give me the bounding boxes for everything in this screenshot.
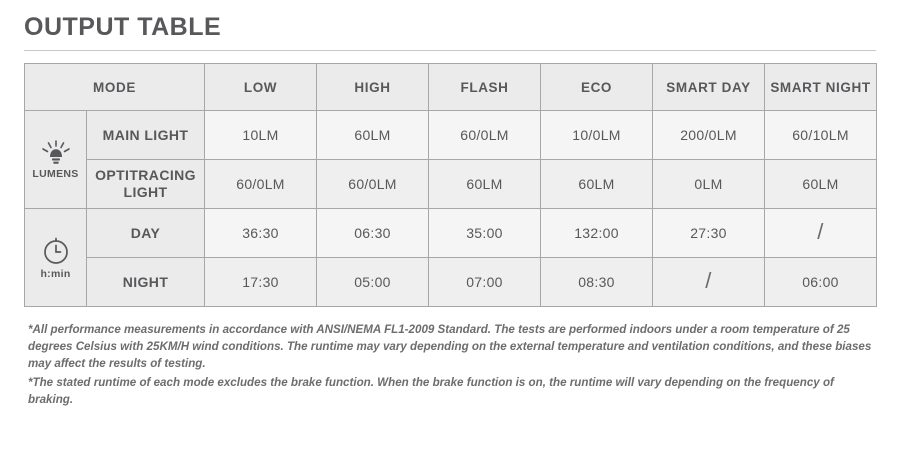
title-section xyxy=(0,0,900,42)
page-title: OUTPUT TABLE xyxy=(24,13,222,41)
row-label-day: DAY xyxy=(87,209,205,258)
cell-optitracing-flash: 60LM xyxy=(429,160,541,209)
column-header-eco: ECO xyxy=(541,64,653,111)
cell-day-smart-day: 27:30 xyxy=(653,209,765,258)
cell-optitracing-eco: 60LM xyxy=(541,160,653,209)
footnote-1: *All performance measurements in accordance with ANSI/NEMA FL1-2009 Standard. The tests are performed indoors under a room temperature of 25 degrees Celsius with 25KM/H wind conditions. The runtime may vary depending on the external temperature and ventilation conditions, and these biases may affect the results of testing. xyxy=(28,323,872,370)
table-container xyxy=(24,63,876,307)
clock-icon xyxy=(41,236,71,266)
cell-optitracing-smart-night: 60LM xyxy=(765,160,877,209)
footnotes xyxy=(28,321,876,408)
cell-main-light-smart-day: 200/0LM xyxy=(653,111,765,160)
table-body xyxy=(25,111,877,307)
cell-day-eco: 132:00 xyxy=(541,209,653,258)
lumens-group-cell xyxy=(25,111,87,209)
cell-main-light-smart-night: 60/10LM xyxy=(765,111,877,160)
clock-icon-caption: h:min xyxy=(40,267,71,280)
table-head xyxy=(25,64,877,111)
column-header-flash: FLASH xyxy=(429,64,541,111)
cell-day-smart-night xyxy=(765,209,877,258)
table-row xyxy=(25,209,877,258)
cell-night-smart-day xyxy=(653,258,765,307)
cell-main-light-low: 10LM xyxy=(205,111,317,160)
column-header-high: HIGH xyxy=(317,64,429,111)
lumens-icon xyxy=(39,140,73,166)
cell-optitracing-low: 60/0LM xyxy=(205,160,317,209)
cell-main-light-eco: 10/0LM xyxy=(541,111,653,160)
title-divider xyxy=(24,50,876,51)
clock-icon-box xyxy=(25,236,86,280)
cell-day-low: 36:30 xyxy=(205,209,317,258)
not-applicable-slash: / xyxy=(705,268,712,293)
cell-main-light-flash: 60/0LM xyxy=(429,111,541,160)
row-label-main-light: MAIN LIGHT xyxy=(87,111,205,160)
runtime-group-cell xyxy=(25,209,87,307)
table-row xyxy=(25,160,877,209)
lumens-icon-box xyxy=(25,140,86,180)
table-row xyxy=(25,111,877,160)
cell-day-flash: 35:00 xyxy=(429,209,541,258)
footnote-2: *The stated runtime of each mode excludes the brake function. When the brake function is on, the runtime will vary depending on the frequency of braking. xyxy=(28,376,834,406)
cell-night-low: 17:30 xyxy=(205,258,317,307)
cell-night-high: 05:00 xyxy=(317,258,429,307)
output-table xyxy=(24,63,877,307)
table-header-row xyxy=(25,64,877,111)
cell-optitracing-high: 60/0LM xyxy=(317,160,429,209)
row-label-optitracing-light: OPTITRACING LIGHT xyxy=(87,160,205,209)
column-header-mode: MODE xyxy=(25,64,205,111)
cell-optitracing-smart-day: 0LM xyxy=(653,160,765,209)
cell-night-smart-night: 06:00 xyxy=(765,258,877,307)
table-row xyxy=(25,258,877,307)
not-applicable-slash: / xyxy=(817,219,824,244)
cell-night-flash: 07:00 xyxy=(429,258,541,307)
cell-main-light-high: 60LM xyxy=(317,111,429,160)
column-header-low: LOW xyxy=(205,64,317,111)
cell-night-eco: 08:30 xyxy=(541,258,653,307)
cell-day-high: 06:30 xyxy=(317,209,429,258)
column-header-smart-day: SMART DAY xyxy=(653,64,765,111)
row-label-night: NIGHT xyxy=(87,258,205,307)
column-header-smart-night: SMART NIGHT xyxy=(765,64,877,111)
lumens-icon-caption: LUMENS xyxy=(32,167,79,180)
